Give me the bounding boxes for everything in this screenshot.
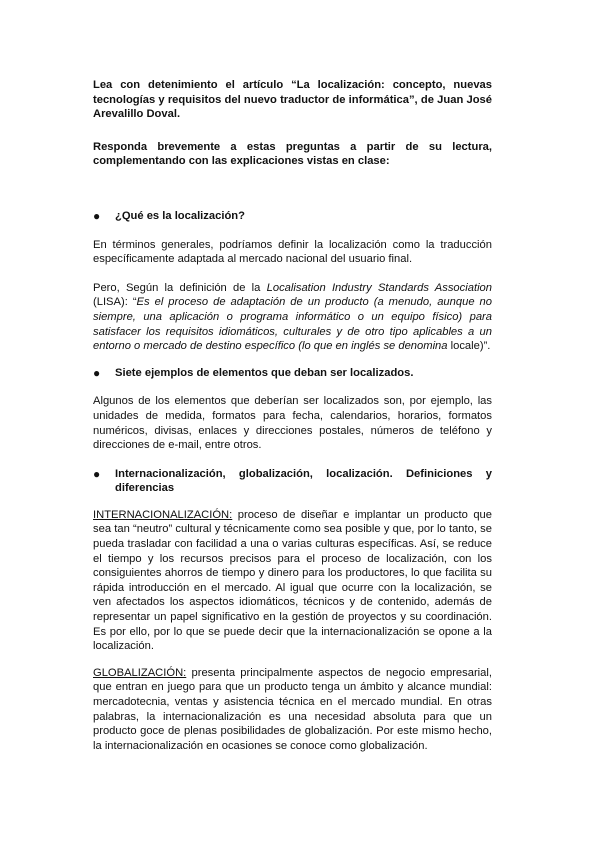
question-heading-seven-examples — [93, 366, 492, 381]
text-run: locale)”. — [447, 340, 491, 353]
lisa-definition-paragraph — [93, 281, 492, 354]
term-label: GLOBALIZACIÓN: — [93, 666, 187, 679]
question-title: ¿Qué es la localización? — [115, 209, 245, 222]
globalization-paragraph — [93, 666, 492, 754]
intro-instructions: Lea con detenimiento el artículo “La localización: concepto, nuevas tecnologías y requisitos del nuevo traductor de informática”, de Juan José Arevalillo Doval. — [93, 79, 492, 121]
question-title: Siete ejemplos de elementos que deban ser localizados. — [115, 366, 414, 379]
text-run: Pero, Según la definición de la — [93, 281, 267, 294]
question-title: Internacionalización, globalización, localización. Definiciones y diferencias — [115, 467, 492, 495]
answer-paragraph: Algunos de los elementos que deberían ser localizados son, por ejemplo, las unidades de medida, formatos para fecha, calendarios, horarios, formatos numéricos, divisas, enlaces y direcciones postales, números de teléfono y direcciones de e-mail, entre otros. — [93, 395, 492, 452]
bullet-icon: ● — [93, 208, 101, 223]
intro-task: Responda brevemente a estas preguntas a partir de su lectura, complementando con las explicaciones vistas en clase: — [93, 140, 492, 168]
answer-paragraph: En términos generales, podríamos definir la localización como la traducción específicamente adaptada al mercado nacional del usuario final. — [93, 238, 492, 266]
definition-quote: Es el proceso de adaptación de un producto (a menudo, aunque no siempre, una aplicación o programa informático o un equipo físico) para satisfacer los requisitos idiomáticos, culturales y de otro tipo aplicables a un entorno o mercado de destino específico (lo que en inglés se denomina — [93, 296, 492, 353]
question-heading-what-is-localization — [93, 209, 492, 224]
question-heading-definitions — [93, 467, 492, 496]
bullet-icon: ● — [93, 365, 101, 380]
internationalization-paragraph — [93, 508, 492, 654]
bullet-icon: ● — [93, 466, 101, 481]
term-definition: proceso de diseñar e implantar un producto que sea tan “neutro” cultural y técnicamente como sea posible y que, por lo tanto, se pueda trasladar con facilidad a una o varias culturas específicas. Así, se reduce el tiempo y los recursos precisos para el proceso de localización, con los consiguientes ahorros de tiempo y dinero para los productores, lo que facilita su rápida introducción en el mercado. Al igual que ocurre con la localización, se ven afectados los aspectos idiomáticos, técnicos y de contenido, además de representar un papel significativo en la gestión de proyectos y su coordinación. Es por ello, por lo que se puede decir que la internacionalización se opone a la localización. — [93, 508, 492, 653]
term-definition: presenta principalmente aspectos de negocio empresarial, que entran en juego para que un producto tenga un ámbito y alcance mundial: mercadotecnia, ventas y asistencia técnica en el mercado mundial. En otras palabras, la internacionalización es una necesidad absoluta para que un producto goce de plenas posibilidades de globalización. Por este mismo hecho, la internacionalización en ocasiones se conoce como globalización. — [93, 666, 492, 752]
text-run: (LISA): “ — [93, 296, 137, 309]
term-label: INTERNACIONALIZACIÓN: — [93, 508, 233, 521]
organization-name: Localisation Industry Standards Association — [266, 281, 492, 294]
